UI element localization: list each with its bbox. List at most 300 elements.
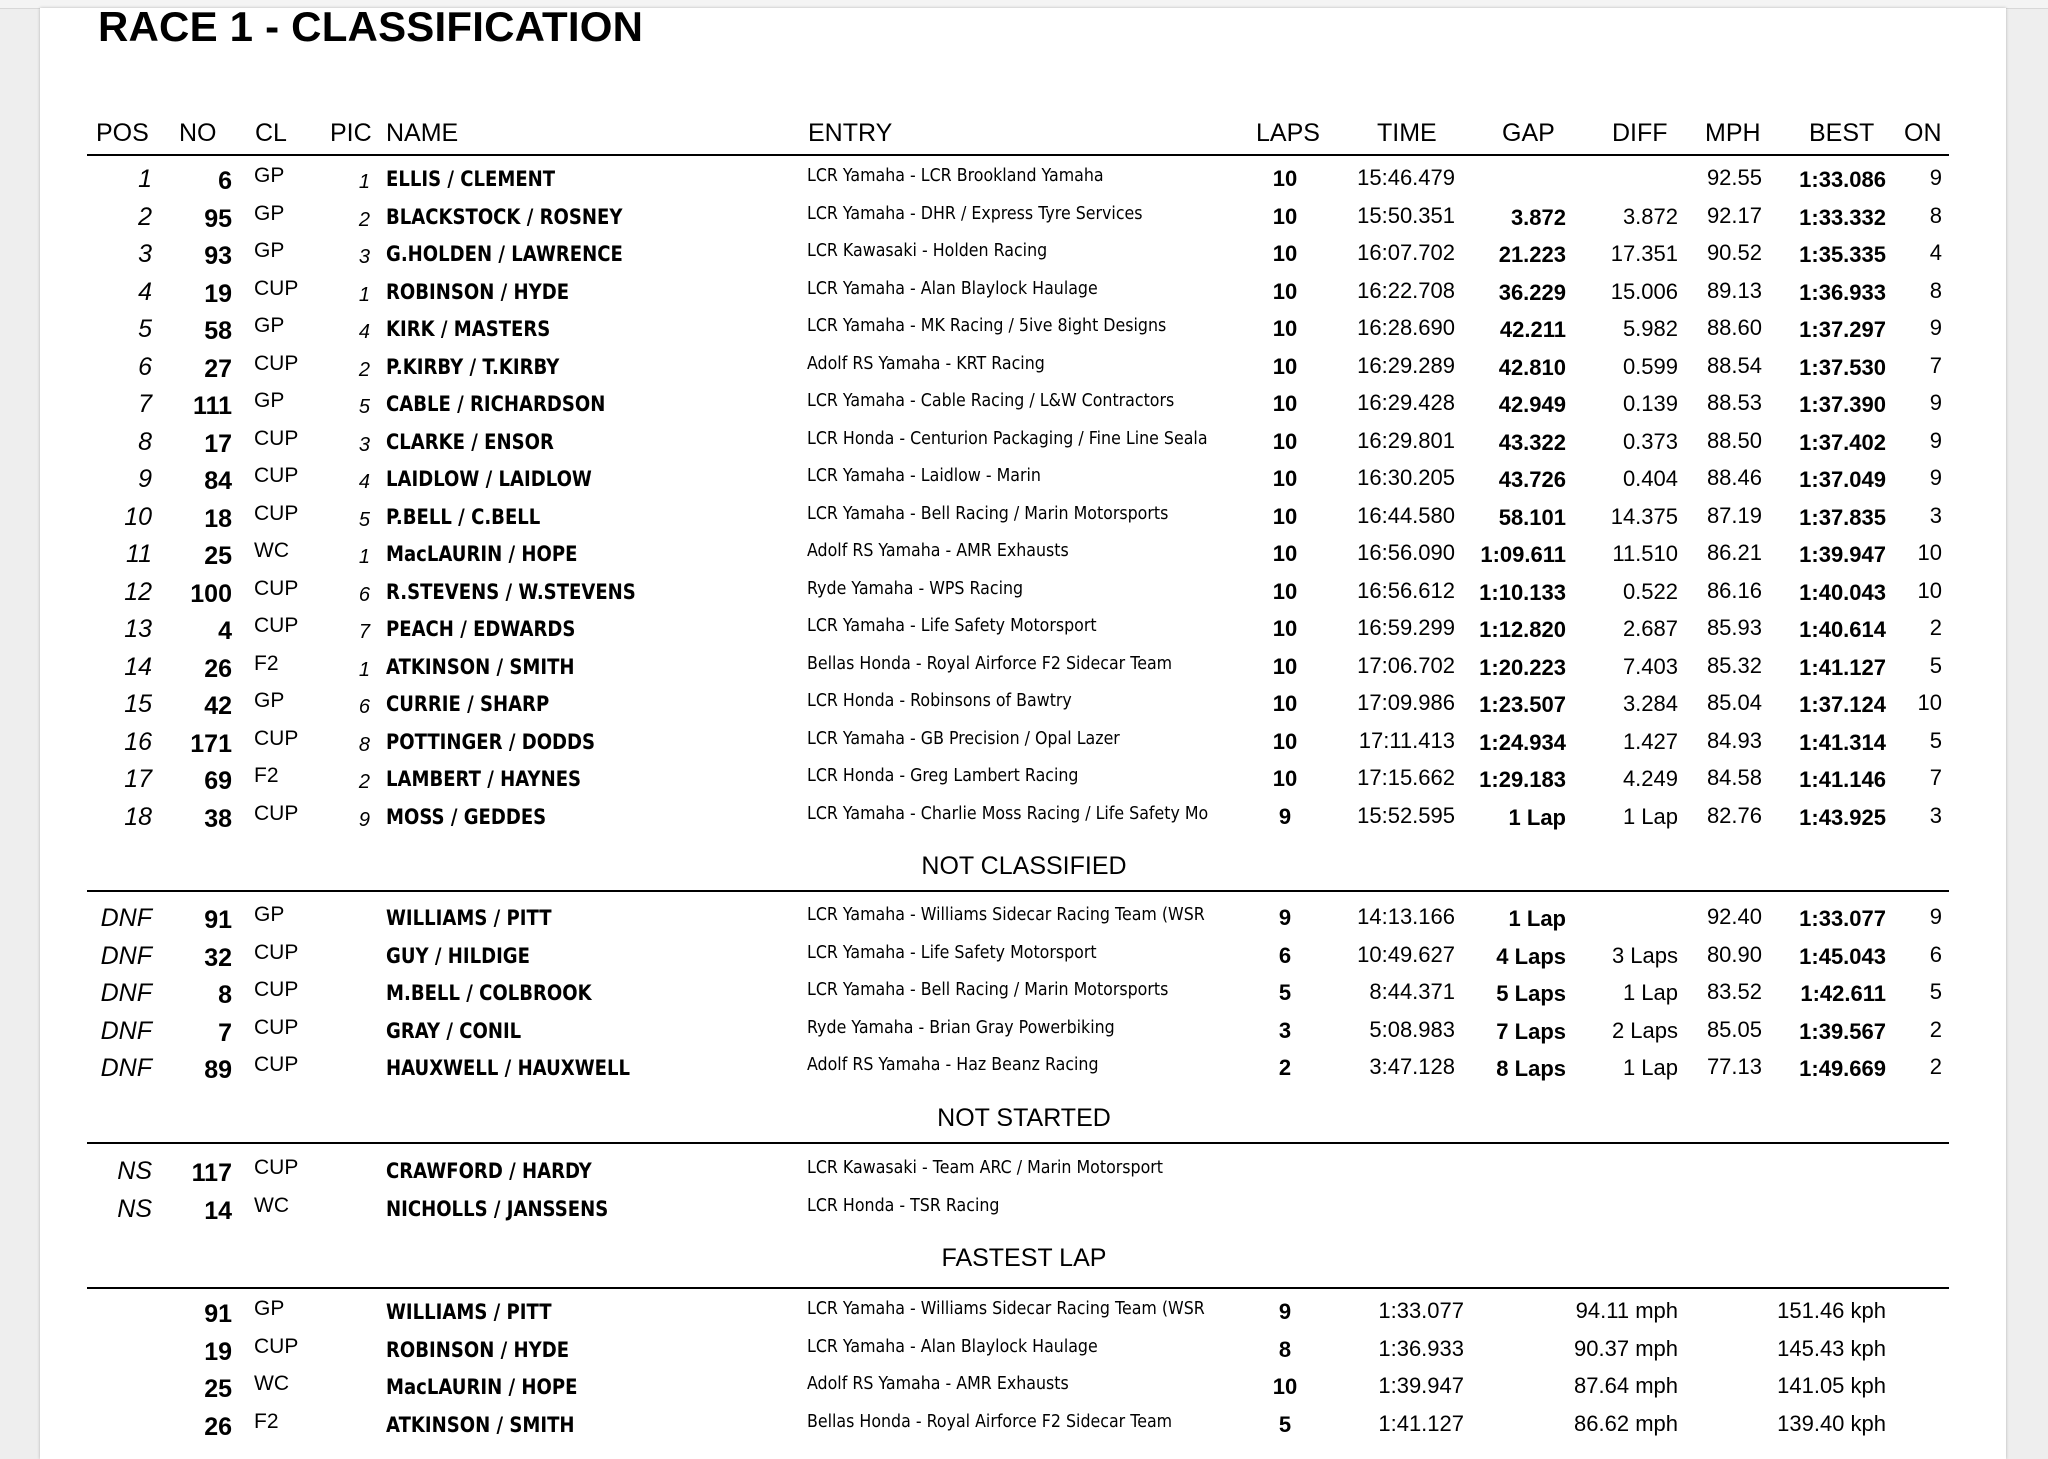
section-title-fastest-lap: FASTEST LAP	[941, 1244, 1107, 1272]
header-pic: PIC	[330, 119, 372, 147]
cell-on: 8	[1929, 277, 1942, 303]
cell-name: WILLIAMS / PITT	[386, 1300, 552, 1324]
cell-name: ROBINSON / HYDE	[386, 279, 570, 304]
cell-entry: LCR Yamaha - Cable Racing / L&W Contractors	[807, 392, 1175, 410]
cell-no: 117	[191, 1159, 232, 1187]
cell-gap: 1:23.507	[1479, 692, 1566, 717]
cell-on: 9	[1929, 465, 1942, 490]
page-title: RACE 1 - CLASSIFICATION	[98, 3, 644, 50]
cell-kph: 139.40 kph	[1777, 1410, 1886, 1436]
cell-no: 58	[204, 317, 232, 345]
cell-mph: 92.17	[1706, 202, 1762, 228]
cell-pos: NS	[117, 1194, 152, 1223]
cell-pic: 8	[358, 733, 370, 756]
cell-entry: LCR Yamaha - Laidlow - Marin	[807, 467, 1041, 485]
cell-diff: 0.404	[1622, 466, 1678, 491]
cell-pos: 8	[138, 427, 152, 456]
section-title-not-classified: NOT CLASSIFIED	[921, 852, 1127, 880]
cell-time: 17:11.413	[1358, 727, 1455, 753]
header-rule	[87, 154, 1949, 156]
not-classified-rule	[87, 890, 1949, 892]
cell-entry: LCR Yamaha - GB Precision / Opal Lazer	[807, 729, 1120, 748]
cell-best: 1:41.314	[1799, 729, 1886, 755]
cell-diff: 3 Laps	[1611, 942, 1678, 968]
cell-lap: 9	[1278, 1299, 1292, 1324]
cell-cl: CUP	[254, 1334, 299, 1358]
cell-best: 1:33.077	[1799, 906, 1886, 931]
cell-name: GRAY / CONIL	[386, 1018, 522, 1043]
cell-best: 1:42.611	[1800, 981, 1886, 1006]
cell-name: POTTINGER / DODDS	[386, 729, 596, 754]
cell-on: 2	[1929, 615, 1942, 640]
cell-cl: CUP	[254, 1015, 299, 1039]
cell-laps: 10	[1272, 428, 1298, 454]
cell-diff: 17.351	[1610, 241, 1678, 266]
cell-no: 6	[218, 167, 232, 195]
cell-best: 1:37.049	[1799, 467, 1886, 492]
cell-kph: 151.46 kph	[1777, 1298, 1886, 1323]
cell-best: 1:33.086	[1799, 167, 1886, 192]
cell-entry: LCR Honda - Centurion Packaging / Fine Line Seala	[807, 429, 1208, 448]
cell-name: MOSS / GEDDES	[386, 804, 547, 829]
cell-pic: 2	[358, 771, 370, 793]
cell-cl: CUP	[254, 351, 299, 375]
cell-mph: 77.13	[1706, 1054, 1762, 1079]
cell-cl: F2	[254, 764, 279, 787]
cell-gap: 1:12.820	[1479, 617, 1566, 642]
cell-cl: CUP	[254, 276, 299, 300]
cell-pic: 6	[358, 583, 370, 606]
cell-no: 91	[204, 906, 232, 934]
cell-pos: 5	[138, 315, 152, 343]
cell-gap: 42.810	[1498, 354, 1566, 380]
cell-time: 5:08.983	[1369, 1016, 1455, 1042]
cell-diff: 11.510	[1612, 541, 1678, 566]
cell-laps: 2	[1278, 1055, 1292, 1080]
cell-pos: 15	[124, 690, 152, 718]
cell-time: 16:56.090	[1357, 540, 1455, 565]
cell-cl: GP	[254, 164, 285, 187]
cell-entry: Ryde Yamaha - Brian Gray Powerbiking	[807, 1018, 1115, 1037]
cell-cl: F2	[254, 1409, 279, 1433]
cell-pic: 1	[358, 546, 370, 568]
cell-mph: 85.04	[1706, 690, 1762, 715]
cell-gap: 4 Laps	[1496, 943, 1566, 969]
header-mph: MPH	[1705, 119, 1761, 147]
cell-gap: 36.229	[1498, 279, 1566, 305]
cell-pos: 12	[124, 577, 152, 606]
header-laps: LAPS	[1256, 119, 1320, 147]
cell-mph: 94.11 mph	[1575, 1298, 1678, 1323]
cell-gap: 1:24.934	[1479, 729, 1566, 755]
cell-on: 8	[1929, 202, 1942, 228]
cell-gap: 1:20.223	[1479, 654, 1566, 680]
cell-on: 5	[1929, 979, 1942, 1004]
cell-name: MacLAURIN / HOPE	[386, 542, 578, 566]
cell-gap: 1 Lap	[1508, 906, 1566, 931]
cell-laps: 10	[1272, 316, 1298, 341]
cell-diff: 2 Laps	[1611, 1017, 1678, 1043]
cell-time: 16:30.205	[1357, 465, 1455, 490]
cell-entry: LCR Yamaha - Alan Blaylock Haulage	[807, 1337, 1098, 1356]
cell-no: 111	[193, 392, 232, 420]
cell-pic: 1	[358, 283, 370, 306]
cell-entry: Ryde Yamaha - WPS Racing	[807, 579, 1024, 598]
cell-pic: 5	[358, 508, 370, 531]
cell-name: M.BELL / COLBROOK	[386, 981, 592, 1005]
cell-lap: 5	[1278, 1411, 1292, 1437]
cell-on: 9	[1929, 390, 1942, 415]
cell-time: 15:46.479	[1357, 165, 1455, 190]
cell-no: 32	[204, 943, 232, 972]
cell-time: 16:56.612	[1357, 577, 1455, 603]
cell-no: 7	[218, 1018, 232, 1047]
cell-best: 1:39.947	[1799, 542, 1886, 567]
cell-gap: 1:10.133	[1479, 579, 1566, 605]
cell-cl: WC	[254, 539, 289, 562]
cell-on: 9	[1929, 904, 1942, 929]
cell-laps: 10	[1272, 653, 1298, 679]
cell-on: 2	[1929, 1016, 1942, 1042]
cell-mph: 84.58	[1706, 765, 1762, 790]
cell-laps: 10	[1272, 691, 1298, 716]
cell-name: LAMBERT / HAYNES	[386, 767, 582, 791]
cell-best: 1:40.043	[1799, 579, 1886, 605]
cell-pos: 7	[138, 390, 152, 418]
cell-best: 1:37.530	[1799, 354, 1886, 380]
cell-laps: 6	[1278, 942, 1292, 968]
cell-no: 25	[204, 542, 232, 570]
cell-on: 10	[1917, 690, 1942, 715]
cell-mph: 88.46	[1706, 465, 1762, 490]
cell-best: 1:40.614	[1799, 617, 1886, 642]
cell-pos: 11	[126, 540, 152, 568]
cell-laps: 10	[1272, 503, 1298, 529]
cell-pos: DNF	[100, 1054, 152, 1082]
cell-laps: 10	[1272, 241, 1298, 266]
cell-cl: CUP	[254, 501, 299, 525]
cell-time: 17:09.986	[1357, 690, 1455, 715]
cell-cl: CUP	[254, 1156, 299, 1179]
not-started-rule	[87, 1142, 1949, 1144]
cell-best: 1:49.669	[1799, 1056, 1886, 1081]
cell-no: 18	[204, 504, 232, 533]
cell-diff: 1.427	[1622, 728, 1678, 754]
cell-mph: 88.60	[1706, 315, 1762, 340]
cell-laps: 10	[1272, 766, 1298, 791]
cell-gap: 21.223	[1498, 242, 1566, 267]
cell-diff: 15.006	[1610, 278, 1678, 304]
cell-no: 19	[204, 279, 232, 308]
cell-time: 16:22.708	[1357, 277, 1455, 303]
cell-on: 7	[1929, 765, 1942, 790]
cell-no: 17	[204, 429, 232, 458]
header-gap: GAP	[1502, 119, 1555, 147]
cell-entry: LCR Yamaha - MK Racing / 5ive 8ight Designs	[807, 317, 1167, 335]
cell-cl: WC	[254, 1372, 289, 1395]
cell-mph: 87.19	[1706, 502, 1762, 528]
cell-time: 16:59.299	[1357, 615, 1455, 640]
cell-mph: 90.37 mph	[1574, 1335, 1678, 1361]
cell-laps: 10	[1272, 166, 1298, 191]
cell-gap: 43.726	[1498, 467, 1566, 492]
cell-cl: CUP	[254, 801, 299, 825]
cell-time: 16:29.428	[1357, 390, 1455, 415]
cell-no: 19	[204, 1337, 232, 1366]
cell-no: 26	[204, 654, 232, 683]
cell-time: 16:29.801	[1357, 427, 1455, 453]
cell-cl: CUP	[254, 726, 299, 750]
cell-pos: 16	[124, 727, 152, 756]
cell-best: 1:37.297	[1799, 317, 1886, 342]
section-title-not-started: NOT STARTED	[937, 1104, 1111, 1132]
cell-pic: 3	[358, 433, 370, 456]
cell-pos: 18	[124, 802, 152, 831]
cell-laps: 10	[1272, 616, 1298, 641]
cell-laps: 5	[1278, 980, 1292, 1005]
cell-diff: 0.373	[1622, 428, 1678, 454]
cell-on: 7	[1929, 352, 1942, 378]
cell-pos: 10	[124, 502, 152, 531]
cell-time: 16:07.702	[1357, 240, 1455, 265]
cell-entry: LCR Honda - Greg Lambert Racing	[807, 767, 1079, 785]
cell-on: 9	[1929, 427, 1942, 453]
cell-name: CABLE / RICHARDSON	[386, 392, 606, 416]
cell-mph: 86.62 mph	[1574, 1410, 1678, 1436]
cell-no: 8	[218, 981, 232, 1009]
cell-laps: 10	[1272, 466, 1298, 491]
cell-name: HAUXWELL / HAUXWELL	[386, 1056, 630, 1080]
cell-time: 15:50.351	[1357, 202, 1455, 228]
cell-on: 10	[1917, 540, 1942, 565]
cell-kph: 141.05 kph	[1777, 1373, 1886, 1398]
cell-pos: 13	[124, 615, 152, 643]
cell-cl: GP	[254, 239, 285, 262]
cell-no: 27	[204, 354, 232, 383]
cell-cl: GP	[254, 1297, 285, 1320]
cell-pos: 1	[138, 165, 152, 193]
cell-entry: Bellas Honda - Royal Airforce F2 Sidecar Team	[807, 1412, 1173, 1431]
cell-entry: Adolf RS Yamaha - AMR Exhausts	[807, 1375, 1069, 1393]
cell-pic: 6	[358, 696, 370, 718]
cell-cl: GP	[254, 389, 285, 412]
cell-no: 26	[204, 1412, 232, 1441]
cell-pic: 5	[358, 396, 370, 418]
cell-mph: 88.53	[1706, 390, 1762, 415]
cell-pos: DNF	[100, 979, 152, 1007]
cell-gap: 42.949	[1498, 392, 1566, 417]
cell-pos: 9	[138, 465, 152, 493]
cell-gap: 3.872	[1510, 204, 1566, 230]
cell-entry: LCR Yamaha - Williams Sidecar Racing Team (WSR	[807, 1300, 1205, 1318]
cell-entry: LCR Honda - Robinsons of Bawtry	[807, 692, 1072, 710]
cell-best: 1:39.567	[1799, 1018, 1886, 1044]
cell-no: 84	[204, 467, 232, 495]
cell-name: P.KIRBY / T.KIRBY	[386, 354, 560, 379]
cell-no: 4	[218, 617, 232, 645]
cell-best: 1:41.146	[1799, 767, 1886, 792]
cell-laps: 10	[1272, 353, 1298, 379]
cell-mph: 92.55	[1706, 165, 1762, 190]
header-name: NAME	[386, 119, 459, 147]
cell-time: 1:33.077	[1378, 1298, 1464, 1323]
cell-cl: CUP	[254, 464, 299, 487]
cell-diff: 1 Lap	[1622, 1055, 1678, 1080]
cell-on: 10	[1917, 577, 1942, 603]
cell-no: 42	[204, 692, 232, 720]
cell-pos: 17	[124, 765, 152, 793]
cell-gap: 43.322	[1498, 429, 1566, 455]
cell-lap: 10	[1272, 1374, 1298, 1399]
cell-entry: LCR Yamaha - Alan Blaylock Haulage	[807, 279, 1098, 298]
header-pos: POS	[96, 119, 149, 147]
cell-gap: 7 Laps	[1496, 1018, 1566, 1044]
cell-pos: 14	[124, 652, 152, 681]
cell-time: 16:28.690	[1357, 315, 1455, 340]
cell-best: 1:45.043	[1799, 943, 1886, 969]
cell-mph: 92.40	[1706, 904, 1762, 929]
cell-cl: GP	[254, 689, 285, 712]
cell-laps: 9	[1278, 905, 1292, 930]
cell-gap: 1:29.183	[1479, 767, 1566, 792]
cell-diff: 1 Lap	[1622, 803, 1678, 829]
cell-gap: 8 Laps	[1496, 1056, 1566, 1081]
cell-name: LAIDLOW / LAIDLOW	[386, 467, 592, 491]
cell-mph: 85.05	[1706, 1016, 1762, 1042]
cell-lap: 8	[1278, 1336, 1292, 1362]
cell-best: 1:35.335	[1799, 242, 1886, 267]
cell-entry: Adolf RS Yamaha - KRT Racing	[807, 354, 1045, 373]
cell-pos: 3	[138, 240, 152, 268]
cell-no: 95	[204, 204, 232, 233]
cell-name: ATKINSON / SMITH	[386, 654, 575, 679]
fastest-lap-rule	[87, 1287, 1949, 1289]
cell-name: PEACH / EDWARDS	[386, 617, 576, 641]
cell-name: GUY / HILDIGE	[386, 943, 530, 968]
cell-cl: GP	[254, 201, 285, 225]
cell-name: CURRIE / SHARP	[386, 692, 550, 716]
cell-cl: CUP	[254, 426, 299, 450]
header-diff: DIFF	[1612, 119, 1668, 147]
cell-cl: GP	[254, 314, 285, 337]
cell-mph: 80.90	[1706, 941, 1762, 967]
cell-diff: 3.284	[1622, 691, 1678, 716]
cell-mph: 90.52	[1706, 240, 1762, 265]
cell-name: G.HOLDEN / LAWRENCE	[386, 242, 623, 266]
cell-no: 100	[190, 579, 232, 608]
cell-time: 14:13.166	[1357, 904, 1455, 929]
cell-entry: LCR Kawasaki - Team ARC / Marin Motorsport	[807, 1159, 1164, 1177]
cell-pic: 7	[358, 621, 370, 643]
cell-entry: LCR Yamaha - Bell Racing / Marin Motorsports	[807, 981, 1169, 999]
cell-time: 1:39.947	[1378, 1373, 1464, 1398]
cell-no: 38	[204, 804, 232, 833]
cell-laps: 10	[1272, 278, 1298, 304]
cell-no: 93	[204, 242, 232, 270]
cell-laps: 3	[1278, 1017, 1292, 1043]
cell-entry: Adolf RS Yamaha - Haz Beanz Racing	[807, 1056, 1099, 1074]
cell-best: 1:37.835	[1799, 504, 1886, 530]
cell-mph: 87.64 mph	[1574, 1373, 1678, 1398]
cell-on: 6	[1929, 941, 1942, 967]
cell-diff: 5.982	[1622, 316, 1678, 341]
cell-entry: LCR Honda - TSR Racing	[807, 1196, 1000, 1215]
cell-mph: 85.32	[1706, 652, 1762, 678]
cell-on: 5	[1929, 727, 1942, 753]
cell-entry: LCR Yamaha - Life Safety Motorsport	[807, 943, 1097, 962]
cell-laps: 10	[1272, 541, 1298, 566]
cell-best: 1:37.390	[1799, 392, 1886, 417]
cell-time: 1:41.127	[1378, 1410, 1464, 1436]
cell-gap: 5 Laps	[1496, 981, 1566, 1006]
cell-pos: 2	[138, 202, 152, 231]
cell-entry: LCR Yamaha - LCR Brookland Yamaha	[807, 167, 1104, 185]
cell-time: 16:29.289	[1357, 352, 1455, 378]
cell-name: NICHOLLS / JANSSENS	[386, 1196, 609, 1221]
cell-diff: 14.375	[1610, 503, 1678, 529]
cell-on: 3	[1929, 502, 1942, 528]
cell-pos: DNF	[100, 904, 152, 932]
cell-diff: 1 Lap	[1622, 980, 1678, 1005]
cell-on: 5	[1929, 652, 1942, 678]
cell-name: ROBINSON / HYDE	[386, 1337, 570, 1362]
cell-pic: 1	[358, 658, 370, 681]
cell-pic: 1	[358, 171, 370, 193]
cell-name: P.BELL / C.BELL	[386, 504, 541, 529]
cell-diff: 0.139	[1622, 391, 1678, 416]
cell-time: 15:52.595	[1357, 802, 1455, 828]
cell-laps: 9	[1278, 803, 1292, 829]
cell-no: 25	[204, 1375, 232, 1403]
cell-entry: LCR Yamaha - Charlie Moss Racing / Life Safety Mo	[807, 804, 1209, 823]
cell-name: ELLIS / CLEMENT	[386, 167, 556, 191]
cell-entry: Adolf RS Yamaha - AMR Exhausts	[807, 542, 1069, 560]
cell-time: 17:06.702	[1357, 652, 1455, 678]
cell-no: 89	[204, 1056, 232, 1084]
cell-no: 171	[190, 729, 232, 758]
cell-pic: 9	[358, 808, 370, 831]
cell-pic: 3	[358, 246, 370, 268]
cell-kph: 145.43 kph	[1777, 1335, 1886, 1361]
header-no: NO	[179, 119, 217, 147]
cell-mph: 88.54	[1706, 352, 1762, 378]
cell-time: 3:47.128	[1369, 1054, 1455, 1079]
cell-mph: 89.13	[1706, 277, 1762, 303]
cell-on: 2	[1929, 1054, 1942, 1079]
cell-diff: 4.249	[1622, 766, 1678, 791]
cell-diff: 2.687	[1622, 616, 1678, 641]
cell-laps: 10	[1272, 728, 1298, 754]
cell-diff: 0.599	[1622, 353, 1678, 379]
cell-pos: 6	[138, 352, 152, 381]
cell-entry: Bellas Honda - Royal Airforce F2 Sidecar Team	[807, 654, 1173, 673]
cell-pic: 2	[358, 208, 370, 231]
cell-on: 9	[1929, 315, 1942, 340]
cell-cl: WC	[254, 1193, 289, 1217]
cell-gap: 42.211	[1499, 317, 1566, 342]
cell-name: WILLIAMS / PITT	[386, 906, 552, 930]
cell-name: BLACKSTOCK / ROSNEY	[386, 204, 623, 229]
header-best: BEST	[1809, 119, 1875, 147]
cell-name: MacLAURIN / HOPE	[386, 1375, 578, 1399]
cell-cl: F2	[254, 651, 279, 675]
cell-mph: 83.52	[1706, 979, 1762, 1004]
cell-pic: 2	[358, 358, 370, 381]
cell-pos: DNF	[100, 941, 152, 970]
cell-name: ATKINSON / SMITH	[386, 1412, 575, 1437]
cell-on: 3	[1929, 802, 1942, 828]
cell-name: R.STEVENS / W.STEVENS	[386, 579, 636, 604]
